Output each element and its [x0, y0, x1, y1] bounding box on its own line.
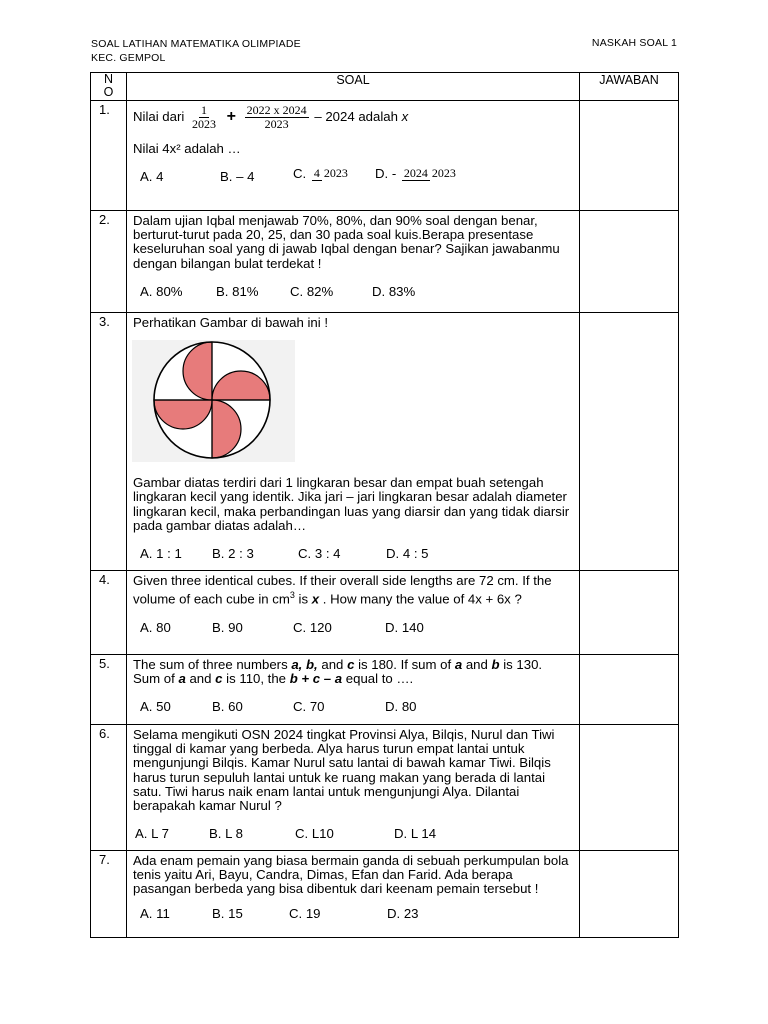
option-d: D. 4 : 5 [386, 546, 429, 562]
table-row [91, 313, 679, 571]
option-a: A. 80% [140, 283, 183, 299]
header-sheet-label: NASKAH SOAL 1 [591, 37, 677, 49]
answer-options [133, 547, 571, 561]
table-row [91, 211, 679, 313]
option-b: B. L 8 [209, 826, 243, 842]
question-body [127, 313, 580, 571]
col-header-soal: SOAL [127, 73, 580, 101]
option-d: D. 80 [385, 699, 417, 715]
fraction [190, 104, 218, 131]
variable: c [215, 671, 223, 687]
answer-options [133, 285, 571, 299]
variable: c [347, 657, 355, 672]
option-d: D. L 14 [394, 826, 437, 842]
q4-text-1: Given three identical cubes. If their overall side lengths are 72 cm. If the volume of each cube in cm [133, 573, 552, 607]
variable-x: x [401, 108, 409, 124]
frac-den: 2023 [264, 117, 289, 131]
option-d: D. 83% [372, 283, 416, 299]
variable: a [178, 671, 186, 687]
q4-text-2: is [294, 591, 312, 607]
option-a: A. 80 [140, 619, 171, 635]
variable: a, b, [291, 657, 318, 672]
header-title: SOAL LATIHAN MATEMATIKA OLIMPIADE [91, 38, 301, 50]
answer-cell[interactable] [580, 851, 679, 938]
option-a: A. 11 [140, 905, 170, 921]
question-number: 2. [91, 211, 127, 313]
question-number: 1. [91, 101, 127, 211]
question-text: Dalam ujian Iqbal menjawab 70%, 80%, dan 90% soal dengan benar, berturut-turut pada 20, 25, dan 30 pada soal kuis.Berapa presentase keseluruhan soal yang di jawab Iqbal dengan benar? Sajikan jawabanmu dengan bilangan bulat terdekat ! [133, 213, 560, 271]
question-text: Ada enam pemain yang biasa bermain ganda di sebuah perkumpulan bola tenis yaitu Ari, Bayu, Candra, Dimas, Efan dan Farid. Ada berapa pasangan berbeda yang bisa dibentuk dari keenam pemain tersebut ! [133, 853, 569, 897]
option-d: D. 23 [387, 905, 419, 921]
table-row [91, 571, 679, 655]
col-header-no-line1: N [103, 72, 114, 86]
frac-num: 4 [313, 165, 320, 180]
frac-den: 2023 [323, 165, 348, 180]
q5-text: is 130. Sum of [133, 657, 543, 687]
option-c: C. L10 [295, 826, 334, 842]
option-c [293, 166, 375, 184]
frac-den: 2023 [431, 165, 456, 180]
q1-prefix: Nilai dari [133, 108, 185, 124]
q5-text: equal to …. [342, 671, 414, 687]
question-number: 7. [91, 851, 127, 938]
answer-cell[interactable] [580, 725, 679, 851]
answer-cell[interactable] [580, 313, 679, 571]
option-a: A. 50 [140, 699, 171, 715]
question-body [127, 571, 580, 655]
question-body [127, 725, 580, 851]
col-header-jawaban: JAWABAN [580, 73, 679, 101]
fraction [312, 167, 350, 181]
question-body [127, 655, 580, 725]
q1-line1 [133, 104, 571, 131]
option-b: B. 60 [212, 699, 243, 715]
pinwheel-figure [132, 340, 295, 462]
option-b: B. 90 [212, 619, 243, 635]
question-text [133, 574, 571, 607]
pinwheel-svg [132, 340, 295, 462]
q1-suffix: – 2024 adalah [314, 108, 398, 124]
table-row [91, 655, 679, 725]
question-body [127, 211, 580, 313]
col-header-no-line2: O [103, 85, 114, 99]
option-c-label: C. [293, 165, 307, 181]
answer-cell[interactable] [580, 571, 679, 655]
frac-num: 2024 [403, 165, 428, 180]
variable: a [454, 657, 463, 672]
question-body [127, 851, 580, 938]
table-row [91, 725, 679, 851]
option-a: A. 1 : 1 [140, 546, 182, 562]
question-intro: Perhatikan Gambar di bawah ini ! [133, 315, 328, 330]
option-c: C. 82% [290, 283, 334, 299]
answer-cell[interactable] [580, 655, 679, 725]
table-header-row [91, 73, 679, 101]
question-number: 5. [91, 655, 127, 725]
question-text: Gambar diatas terdiri dari 1 lingkaran besar dan empat buah setengah lingkaran kecil yang identik. Jika jari – jari lingkaran besar adalah diameter lingkaran kecil, maka perbandingan luas yang diarsir dan yang tidak diarsir pada gambar diatas adalah… [133, 475, 570, 533]
q5-text: is 110, the [222, 671, 290, 687]
fraction [245, 104, 309, 131]
fraction [402, 167, 458, 181]
table-row [91, 101, 679, 211]
question-body [127, 101, 580, 211]
q5-text: and [317, 657, 348, 672]
frac-num: 1 [200, 103, 207, 117]
variable: b [491, 657, 500, 672]
outline-lines [154, 342, 270, 458]
answer-options [133, 700, 571, 714]
col-header-no [91, 73, 127, 101]
question-table [90, 72, 679, 938]
option-d [375, 166, 460, 184]
option-c: C. 19 [289, 905, 321, 921]
q5-text: is 180. If sum of [354, 657, 455, 672]
option-c: C. 3 : 4 [298, 546, 341, 562]
option-b: B. 81% [216, 283, 259, 299]
question-text [133, 658, 571, 686]
q5-text: and [185, 671, 216, 687]
header-subtitle: KEC. GEMPOL [91, 52, 166, 64]
option-d-label: D. - [375, 165, 397, 181]
option-a: A. L 7 [135, 826, 169, 842]
answer-cell[interactable] [580, 211, 679, 313]
question-number: 6. [91, 725, 127, 851]
answer-options [133, 621, 571, 635]
frac-num: 2022 x 2024 [246, 103, 307, 117]
q4-text-3: . How many the value of 4x + 6x ? [319, 591, 522, 607]
plus-sign: + [226, 108, 236, 126]
answer-cell[interactable] [580, 101, 679, 211]
option-c: C. 120 [293, 619, 332, 635]
question-number: 3. [91, 313, 127, 571]
q5-text: and [462, 657, 492, 672]
answer-options [133, 166, 571, 184]
option-d: D. 140 [385, 619, 424, 635]
superscript: 3 [289, 590, 295, 601]
option-b: B. 2 : 3 [212, 546, 254, 562]
document-header-left [91, 37, 301, 65]
option-c: C. 70 [293, 699, 325, 715]
frac-den: 2023 [191, 117, 216, 131]
expression: b + c – a [289, 671, 343, 687]
option-b: B. – 4 [220, 169, 255, 185]
answer-options [133, 827, 571, 841]
table-row [91, 851, 679, 938]
q5-text: The sum of three numbers [133, 657, 292, 672]
option-a: A. 4 [140, 169, 164, 185]
question-number: 4. [91, 571, 127, 655]
answer-options [133, 907, 571, 921]
q1-line2: Nilai 4x² adalah … [133, 141, 241, 156]
variable-x: x [311, 591, 320, 607]
question-text: Selama mengikuti OSN 2024 tingkat Provinsi Alya, Bilqis, Nurul dan Tiwi tinggal di kamar yang berbeda. Alya harus turun empat lantai untuk mengunjungi Bilqis. Kamar Nurul satu lantai di bawah kamar Tiwi. Bilqis harus turun sepuluh lantai untuk ke ruang makan yang berada di lantai satu. Tiwi harus naik enam lantai untuk mengunjungi Alya. Dilantai berapakah kamar Nurul ? [133, 727, 555, 814]
option-b: B. 15 [212, 905, 243, 921]
